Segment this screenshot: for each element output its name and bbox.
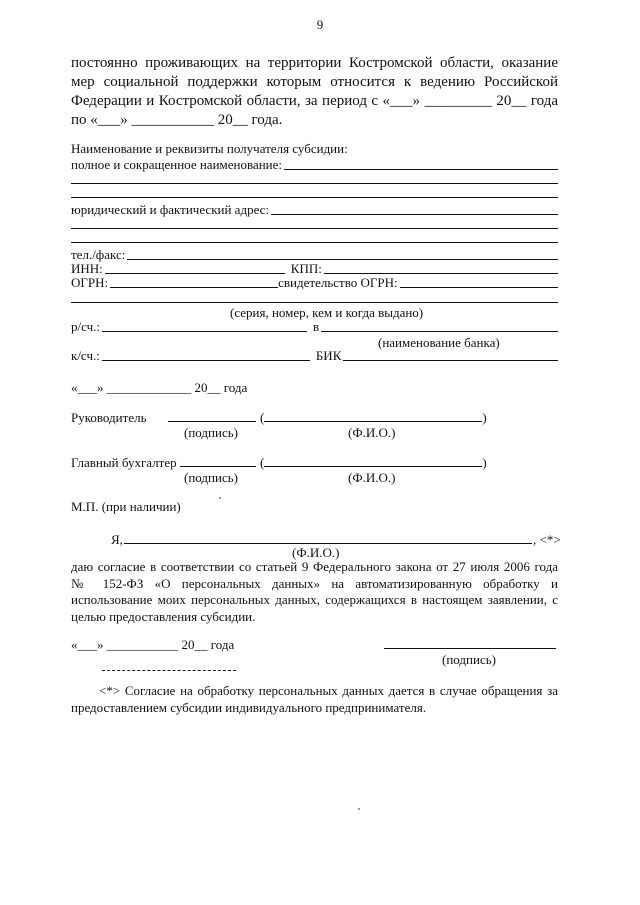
address-row xyxy=(71,202,558,218)
application-date[interactable]: «___» _____________ 20__ года xyxy=(71,380,248,395)
scan-speck xyxy=(358,808,360,810)
address-line-2[interactable] xyxy=(71,228,558,229)
paren-open: ( xyxy=(260,410,265,425)
paren-close: ) xyxy=(482,455,487,470)
consent-line: № 152-ФЗ «О персональных данных» на автоматизированную обработку и xyxy=(71,575,558,591)
full-name-field[interactable] xyxy=(284,169,558,170)
consent-line: использование моих персональных данных, содержащихся в настоящем заявлении, с xyxy=(71,592,558,607)
intro-line: Федерации и Костромской области, за период с «___» _________ 20__ года xyxy=(71,93,558,109)
bik-field[interactable] xyxy=(343,360,558,361)
certificate-caption: (серия, номер, кем и когда выдано) xyxy=(230,305,424,320)
address-field[interactable] xyxy=(271,214,558,215)
ogrn-field[interactable] xyxy=(110,287,278,288)
corr-account-label: к/сч.: xyxy=(71,348,100,363)
bik-label: БИК xyxy=(315,348,342,363)
full-name-line-3[interactable] xyxy=(71,197,558,198)
head-signature-caption: (подпись) xyxy=(184,425,238,440)
accountant-signature-field[interactable] xyxy=(180,455,256,471)
certificate-label: свидетельство ОГРН: xyxy=(278,275,398,290)
account-row xyxy=(71,319,558,335)
full-name-line-2[interactable] xyxy=(71,183,558,184)
account-field[interactable] xyxy=(102,331,307,332)
intro-line: мер социальной поддержки которым относится к ведению Российской xyxy=(71,74,558,90)
page-number: 9 xyxy=(316,17,324,32)
phone-label: тел./факс: xyxy=(71,247,126,262)
head-label: Руководитель xyxy=(71,410,147,425)
scan-speck xyxy=(219,497,221,499)
recipient-heading: Наименование и реквизиты получателя субсидии: xyxy=(71,141,348,156)
full-name-label: полное и сокращенное наименование: xyxy=(71,157,283,172)
kpp-field[interactable] xyxy=(324,273,558,274)
consent-footnote-mark: , <*> xyxy=(533,532,561,547)
intro-line: постоянно проживающих на территории Костромской области, оказание xyxy=(71,55,558,71)
account-label: р/сч.: xyxy=(71,319,101,334)
head-fio-field[interactable] xyxy=(260,410,487,426)
paren-close: ) xyxy=(482,410,487,425)
stamp-placeholder: М.П. (при наличии) xyxy=(71,499,181,514)
footnote-line: предоставлением субсидии индивидуального предпринимателя. xyxy=(71,699,427,715)
consent-line: целью предоставления субсидии. xyxy=(71,608,256,624)
inn-label: ИНН: xyxy=(71,261,103,276)
full-name-row xyxy=(71,157,558,173)
footnote-line: <*> Согласие на обработку персональных данных дается в случае обращения за xyxy=(99,683,558,698)
head-fio-caption: (Ф.И.О.) xyxy=(348,425,396,440)
consent-signature-caption: (подпись) xyxy=(442,652,496,667)
certificate-field[interactable] xyxy=(400,287,558,288)
recipient-heading-row xyxy=(71,141,558,157)
consent-fio-caption: (Ф.И.О.) xyxy=(292,545,340,560)
bank-in-label: в xyxy=(313,319,320,334)
consent-line: даю согласие в соответствии со статьей 9 Федерального закона от 27 июля 2006 года xyxy=(71,559,558,574)
bank-caption: (наименование банка) xyxy=(378,335,500,350)
consent-date[interactable]: «___» ___________ 20__ года xyxy=(71,637,235,652)
ogrn-label: ОГРН: xyxy=(71,275,109,290)
paren-open: ( xyxy=(260,455,265,470)
consent-paragraph xyxy=(71,559,558,625)
accountant-signature-caption: (подпись) xyxy=(184,470,238,485)
address-label: юридический и фактический адрес: xyxy=(71,202,270,217)
corr-account-field[interactable] xyxy=(102,360,310,361)
ogrn-row xyxy=(71,275,558,291)
address-line-3[interactable] xyxy=(71,242,558,243)
corr-account-row xyxy=(71,348,558,364)
footnote-separator xyxy=(102,670,236,671)
accountant-fio-caption: (Ф.И.О.) xyxy=(348,470,396,485)
consent-signature-field[interactable] xyxy=(384,637,556,653)
footnote xyxy=(71,683,558,716)
kpp-label: КПП: xyxy=(290,261,322,276)
head-signature-field[interactable] xyxy=(168,410,256,426)
consent-i-label: Я, xyxy=(111,532,123,547)
accountant-fio-field[interactable] xyxy=(260,455,487,471)
accountant-label: Главный бухгалтер xyxy=(71,455,177,470)
phone-field[interactable] xyxy=(127,259,558,260)
certificate-line-2[interactable] xyxy=(71,302,558,303)
intro-paragraph xyxy=(71,54,558,130)
inn-field[interactable] xyxy=(105,273,285,274)
bank-name-field[interactable] xyxy=(321,331,558,332)
intro-line: по «___» ___________ 20__ года. xyxy=(71,112,283,128)
